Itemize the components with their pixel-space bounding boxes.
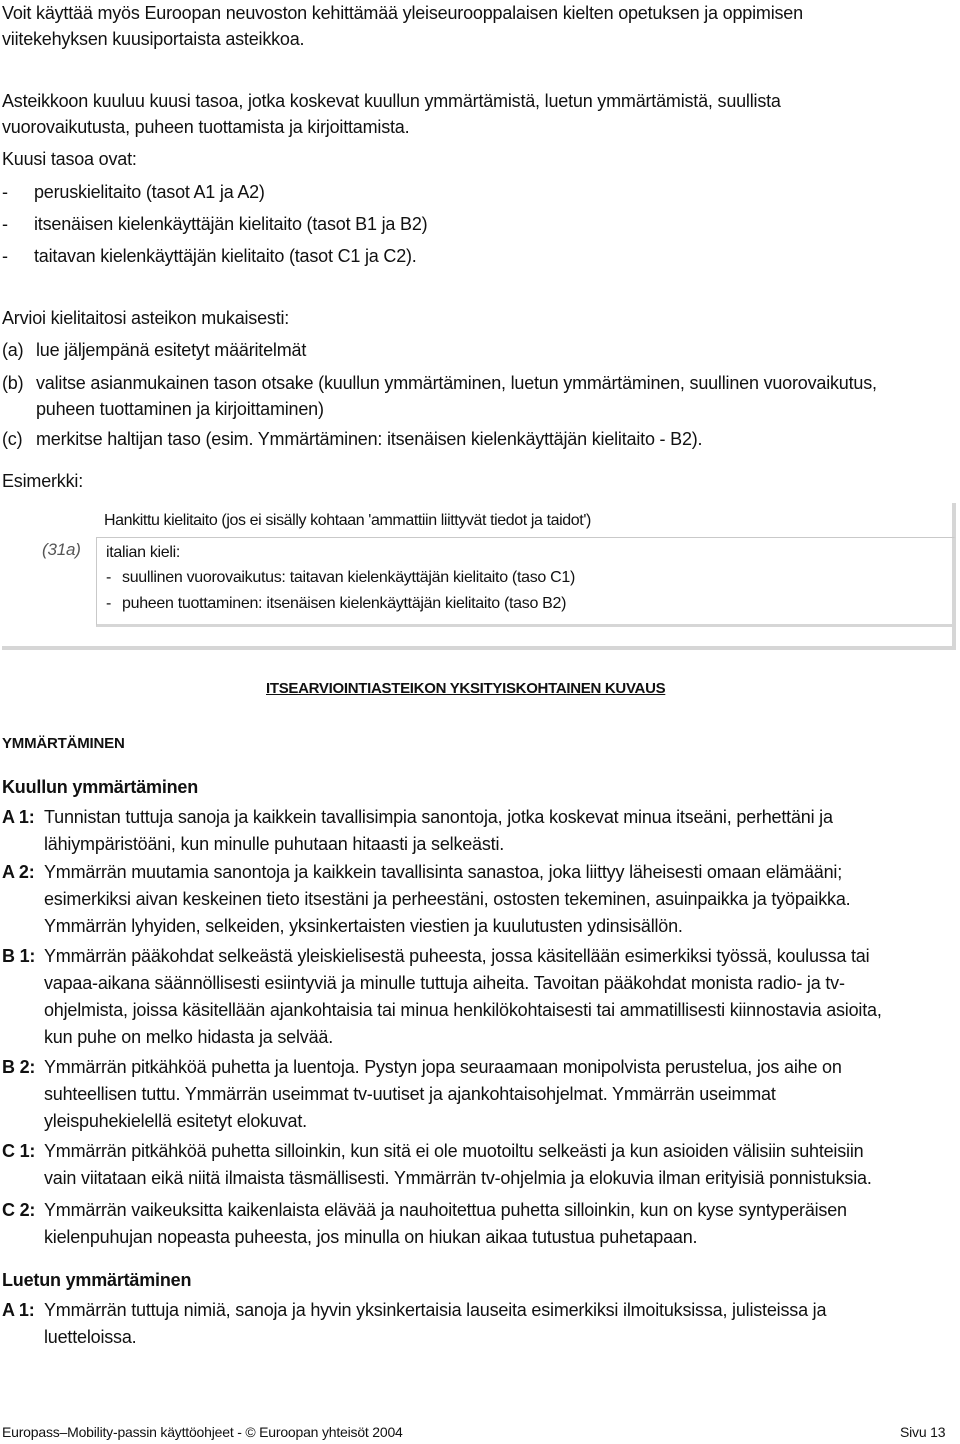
level-code: A 1:: [2, 1300, 35, 1320]
item-text: puheen tuottaminen ja kirjoittaminen): [36, 399, 324, 419]
level-description: [44, 943, 944, 1051]
description-line: vain viitataan eikä niitä ilmaista täsmällisesti. Ymmärrän tv-ohjelmia ja elokuvia ilman erityisiä ponnistuksia.: [44, 1168, 872, 1188]
level-item: [2, 179, 265, 205]
example-line: [106, 592, 566, 616]
description-line: yleispuhekielellä esitetyt elokuvat.: [44, 1111, 307, 1131]
level-description: [44, 1197, 944, 1251]
description-line: suhteellisen tuttu. Ymmärrän useimmat tv-uutiset ja ajankohtaisohjelmat. Ymmärrän useimmat: [44, 1084, 776, 1104]
listening-heading: Kuullun ymmärtäminen: [2, 777, 199, 797]
description-line: Ymmärrän pääkohdat selkeästä yleiskielisestä puheesta, jossa käsitellään esimerkiksi työssä, koulussa tai: [44, 946, 870, 966]
category-heading: YMMÄRTÄMINEN: [2, 735, 125, 752]
example-line-text: suullinen vuorovaikutus: taitavan kielenkäyttäjän kielitaito (taso C1): [122, 569, 576, 586]
intro-line-3: Asteikkoon kuuluu kuusi tasoa, jotka koskevat kuullun ymmärtämistä, luetun ymmärtämistä, suullista: [2, 91, 781, 111]
description-line: Ymmärrän muutamia sanontoja ja kaikkein tavallisinta sanastoa, joka liittyy läheisesti omaan elämääni;: [44, 862, 843, 882]
dash-marker: -: [106, 569, 112, 586]
level-description: [44, 1297, 944, 1351]
description-line: Ymmärrän lyhyiden, selkeiden, yksinkertaisten viestien ja kuulutusten ydinsisällön.: [44, 916, 683, 936]
dash-marker: -: [106, 595, 112, 612]
level-code: A 1:: [2, 807, 35, 827]
page-number: Sivu 13: [900, 1424, 946, 1440]
dash-marker: -: [2, 214, 8, 234]
level-code: A 2:: [2, 862, 35, 882]
example-heading: Hankittu kielitaito (jos ei sisälly kohtaan 'ammattiin liittyvät tiedot ja taidot'): [104, 512, 591, 529]
level-code: C 2:: [2, 1200, 36, 1220]
intro-line-1: Voit käyttää myös Euroopan neuvoston kehittämää yleiseurooppalaisen kielten opetuksen ja oppimisen: [2, 3, 803, 23]
intro-line-2: viitekehyksen kuusiportaista asteikkoa.: [2, 29, 305, 49]
description-line: lähiympäristöäni, kun minulle puhutaan hitaasti ja selkeästi.: [44, 834, 505, 854]
intro-line-5: Kuusi tasoa ovat:: [2, 149, 137, 169]
example-line: [106, 566, 575, 590]
reading-heading: Luetun ymmärtäminen: [2, 1270, 192, 1290]
level-description: [44, 859, 944, 940]
item-text: lue jäljempänä esitetyt määritelmät: [36, 340, 307, 360]
item-text: merkitse haltijan taso (esim. Ymmärtäminen: itsenäisen kielenkäyttäjän kielitaito - B2).: [36, 429, 703, 449]
level-code: B 1:: [2, 946, 36, 966]
level-description: [44, 1138, 944, 1192]
description-line: Ymmärrän tuttuja nimiä, sanoja ja hyvin yksinkertaisia lauseita esimerkiksi ilmoituksissa, julisteissa ja: [44, 1300, 827, 1320]
level-description: [44, 804, 944, 858]
description-line: Ymmärrän vaikeuksitta kaikenlaista elävää ja nauhoitettua puhetta silloinkin, kun on kyse syntyperäisen: [44, 1200, 847, 1220]
example-line-text: puheen tuottaminen: itsenäisen kielenkäyttäjän kielitaito (taso B2): [122, 595, 567, 612]
level-description: [44, 1054, 944, 1135]
section-title: ITSEARVIOINTIASTEIKON YKSITYISKOHTAINEN KUVAUS: [266, 680, 666, 697]
level-text: peruskielitaito (tasot A1 ja A2): [34, 182, 265, 202]
level-code: C 1:: [2, 1141, 36, 1161]
example-number: (31a): [42, 540, 81, 559]
level-code: B 2:: [2, 1057, 36, 1077]
dash-marker: -: [2, 182, 8, 202]
level-text: itsenäisen kielenkäyttäjän kielitaito (tasot B1 ja B2): [34, 214, 428, 234]
description-line: Tunnistan tuttuja sanoja ja kaikkein tavallisimpia sanontoja, jotka koskevat minua itseäni, perhettäni ja: [44, 807, 833, 827]
item-label: (a): [2, 340, 24, 360]
description-line: vapaa-aikana säännöllisesti esiintyviä ja minulle tuttuja aiheita. Tavoitan pääkohdat monista radio- ja tv-: [44, 973, 845, 993]
description-line: luetteloissa.: [44, 1327, 137, 1347]
example-label: Esimerkki:: [2, 471, 84, 491]
level-text: taitavan kielenkäyttäjän kielitaito (tasot C1 ja C2).: [34, 246, 417, 266]
instructions-lead: Arvioi kielitaitosi asteikon mukaisesti:: [2, 308, 290, 328]
item-label: (c): [2, 429, 23, 449]
item-text: valitse asianmukainen tason otsake (kuullun ymmärtäminen, luetun ymmärtäminen, suullinen vuorovaikutus,: [36, 373, 877, 393]
item-label: (b): [2, 373, 24, 393]
description-line: esimerkiksi aivan keskeinen tieto itsestäni ja perheestäni, ostosten tekeminen, asuinpaikka ja työpaikka.: [44, 889, 851, 909]
dash-marker: -: [2, 246, 8, 266]
level-item: [2, 243, 417, 269]
description-line: Ymmärrän pitkähköä puhetta silloinkin, kun sitä ei ole muotoiltu selkeästi ja kun asioiden välisiin suhteisiin: [44, 1141, 864, 1161]
description-line: ohjelmista, joissa käsitellään ajankohtaisia tai minua henkilökohtaisesti tai ammatillisesti kiinnostavia asioita,: [44, 1000, 882, 1020]
footer-copyright: Europass–Mobility-passin käyttöohjeet - © Euroopan yhteisöt 2004: [2, 1424, 403, 1440]
intro-line-4: vuorovaikutusta, puheen tuottamista ja kirjoittamista.: [2, 117, 410, 137]
description-line: kielenpuhujan nopeasta puheesta, jos minulla on hiukan aikaa tutustua puhetapaan.: [44, 1227, 698, 1247]
example-language: italian kieli:: [106, 544, 181, 561]
level-item: [2, 211, 427, 237]
description-line: Ymmärrän pitkähköä puhetta ja luentoja. Pystyn jopa seuraamaan monipolvista perustelua, jos aihe on: [44, 1057, 842, 1077]
description-line: kun puhe on melko hidasta ja selvää.: [44, 1027, 333, 1047]
